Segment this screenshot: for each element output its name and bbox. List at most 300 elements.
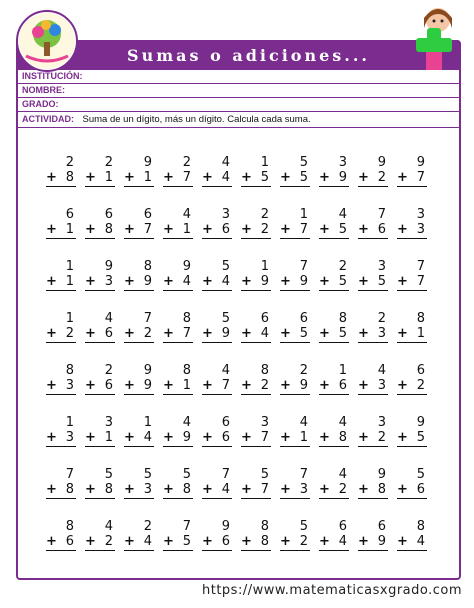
addition-problem	[163, 155, 193, 207]
addend-bottom	[319, 222, 349, 239]
addend-top: 2	[104, 363, 113, 378]
addition-problem	[124, 467, 154, 519]
plus-sign: +	[358, 482, 369, 497]
addition-problem	[280, 259, 310, 311]
addition-problem	[85, 259, 115, 311]
addend-bottom-value: 5	[338, 274, 347, 289]
addend-bottom-value: 9	[182, 430, 191, 445]
activity-row	[18, 112, 459, 128]
plus-sign: +	[124, 274, 135, 289]
addend-bottom-value: 8	[182, 482, 191, 497]
addend-bottom-value: 1	[65, 222, 74, 237]
addend-bottom-value: 1	[182, 378, 191, 393]
plus-sign: +	[397, 430, 408, 445]
plus-sign: +	[241, 534, 252, 549]
addend-bottom-value: 1	[104, 430, 113, 445]
addend-bottom	[163, 378, 193, 395]
addend-bottom-value: 4	[182, 274, 191, 289]
addend-bottom-value: 8	[65, 170, 74, 185]
addition-problem	[163, 311, 193, 363]
addend-bottom	[85, 274, 115, 291]
plus-sign: +	[124, 326, 135, 341]
addition-problem	[358, 415, 388, 467]
addend-bottom-value: 3	[143, 482, 152, 497]
addition-problem	[241, 155, 271, 207]
plus-sign: +	[358, 430, 369, 445]
addend-top: 5	[416, 467, 425, 482]
addend-top: 9	[104, 259, 113, 274]
addend-bottom	[358, 534, 388, 551]
page-title: Sumas o adiciones...	[127, 45, 370, 65]
plus-sign: +	[46, 378, 57, 393]
addition-problem	[241, 363, 271, 415]
addend-bottom	[397, 534, 427, 551]
addend-bottom	[358, 170, 388, 187]
addition-problem	[319, 519, 349, 571]
plus-sign: +	[46, 274, 57, 289]
addition-problem	[46, 259, 76, 311]
addend-bottom	[202, 534, 232, 551]
addend-top: 5	[260, 467, 269, 482]
addend-top: 9	[416, 415, 425, 430]
addend-bottom-value: 6	[377, 222, 386, 237]
addition-problem	[241, 519, 271, 571]
addend-bottom-value: 2	[65, 326, 74, 341]
addend-bottom	[280, 534, 310, 551]
addend-top: 8	[338, 311, 347, 326]
plus-sign: +	[163, 378, 174, 393]
addend-bottom	[202, 326, 232, 343]
addend-bottom	[241, 326, 271, 343]
addition-problem	[202, 259, 232, 311]
addend-top: 7	[65, 467, 74, 482]
addend-top: 4	[338, 467, 347, 482]
plus-sign: +	[319, 222, 330, 237]
addend-top: 3	[338, 155, 347, 170]
addend-top: 8	[416, 311, 425, 326]
addend-bottom-value: 3	[377, 378, 386, 393]
addend-bottom	[46, 482, 76, 499]
addend-top: 4	[377, 363, 386, 378]
addend-top: 6	[338, 519, 347, 534]
addend-bottom-value: 8	[104, 482, 113, 497]
addition-problem	[46, 467, 76, 519]
addend-bottom	[280, 274, 310, 291]
addend-top: 4	[104, 311, 113, 326]
addend-bottom	[280, 378, 310, 395]
addition-problem	[163, 363, 193, 415]
addition-problem	[397, 311, 427, 363]
addition-problem	[358, 519, 388, 571]
addend-bottom	[319, 274, 349, 291]
plus-sign: +	[241, 482, 252, 497]
plus-sign: +	[358, 378, 369, 393]
addition-problem	[241, 311, 271, 363]
plus-sign: +	[241, 170, 252, 185]
plus-sign: +	[319, 170, 330, 185]
plus-sign: +	[397, 534, 408, 549]
addend-top: 5	[104, 467, 113, 482]
addend-bottom	[124, 482, 154, 499]
addend-top: 4	[299, 415, 308, 430]
addend-bottom-value: 4	[221, 170, 230, 185]
student-info	[18, 70, 459, 128]
addend-bottom-value: 2	[143, 326, 152, 341]
plus-sign: +	[46, 430, 57, 445]
mascot	[404, 4, 464, 76]
addition-problem	[319, 467, 349, 519]
addend-bottom-value: 4	[338, 534, 347, 549]
addition-problem	[124, 155, 154, 207]
addend-bottom-value: 3	[65, 430, 74, 445]
addend-bottom-value: 1	[182, 222, 191, 237]
addition-problem	[46, 415, 76, 467]
addition-problem	[397, 467, 427, 519]
addition-problem	[46, 311, 76, 363]
addend-top: 7	[299, 259, 308, 274]
addition-problem	[202, 467, 232, 519]
addition-problem	[358, 155, 388, 207]
addend-bottom	[358, 222, 388, 239]
addend-bottom	[358, 378, 388, 395]
addition-problem	[319, 311, 349, 363]
addition-problem	[46, 363, 76, 415]
plus-sign: +	[163, 430, 174, 445]
plus-sign: +	[358, 326, 369, 341]
plus-sign: +	[280, 482, 291, 497]
name-label: NOMBRE:	[22, 85, 65, 95]
addend-top: 3	[416, 207, 425, 222]
addend-bottom	[397, 482, 427, 499]
addend-bottom	[163, 274, 193, 291]
addend-bottom-value: 2	[260, 378, 269, 393]
addend-bottom-value: 5	[182, 534, 191, 549]
plus-sign: +	[319, 378, 330, 393]
addition-problem	[358, 259, 388, 311]
addend-top: 3	[377, 415, 386, 430]
addend-top: 7	[182, 519, 191, 534]
addend-bottom	[397, 378, 427, 395]
addend-top: 6	[104, 207, 113, 222]
addition-problem	[46, 207, 76, 259]
addend-bottom-value: 4	[221, 482, 230, 497]
addend-top: 1	[260, 259, 269, 274]
addend-top: 1	[299, 207, 308, 222]
plus-sign: +	[85, 274, 96, 289]
addend-top: 7	[377, 207, 386, 222]
addition-problem	[397, 259, 427, 311]
addend-top: 5	[299, 155, 308, 170]
plus-sign: +	[280, 326, 291, 341]
addition-problem	[124, 207, 154, 259]
addend-top: 1	[65, 415, 74, 430]
addend-bottom	[319, 482, 349, 499]
addend-bottom-value: 3	[104, 274, 113, 289]
grade-label: GRADO:	[22, 99, 59, 109]
plus-sign: +	[241, 378, 252, 393]
addend-bottom	[46, 170, 76, 187]
addend-bottom-value: 4	[416, 534, 425, 549]
addition-problem	[163, 467, 193, 519]
addend-bottom-value: 8	[338, 430, 347, 445]
addend-bottom-value: 9	[299, 274, 308, 289]
addition-problem	[85, 363, 115, 415]
addition-problem	[280, 415, 310, 467]
addend-bottom-value: 9	[143, 378, 152, 393]
plus-sign: +	[319, 430, 330, 445]
plus-sign: +	[163, 222, 174, 237]
addend-bottom	[163, 482, 193, 499]
addend-top: 5	[299, 519, 308, 534]
addend-bottom-value: 3	[416, 222, 425, 237]
addend-bottom-value: 7	[260, 482, 269, 497]
plus-sign: +	[124, 430, 135, 445]
addend-top: 8	[260, 363, 269, 378]
addend-bottom-value: 2	[338, 482, 347, 497]
addend-bottom	[163, 534, 193, 551]
addend-bottom-value: 5	[299, 326, 308, 341]
addition-problem	[202, 363, 232, 415]
addend-bottom	[124, 534, 154, 551]
addend-bottom-value: 7	[143, 222, 152, 237]
addend-bottom	[319, 378, 349, 395]
plus-sign: +	[124, 534, 135, 549]
addend-top: 4	[338, 207, 347, 222]
addition-problem	[202, 415, 232, 467]
addition-problem	[280, 467, 310, 519]
addend-bottom	[124, 170, 154, 187]
addend-bottom-value: 5	[299, 170, 308, 185]
addend-top: 8	[65, 519, 74, 534]
addend-top: 9	[377, 155, 386, 170]
addend-top: 3	[104, 415, 113, 430]
addend-top: 4	[182, 415, 191, 430]
plus-sign: +	[202, 482, 213, 497]
plus-sign: +	[124, 378, 135, 393]
addend-bottom-value: 2	[377, 430, 386, 445]
addend-bottom-value: 8	[377, 482, 386, 497]
website-url[interactable]: https://www.matematicasxgrado.com	[201, 583, 462, 598]
plus-sign: +	[46, 326, 57, 341]
addend-bottom	[241, 170, 271, 187]
addend-bottom	[241, 222, 271, 239]
plus-sign: +	[85, 534, 96, 549]
addend-bottom-value: 6	[65, 534, 74, 549]
addend-bottom-value: 6	[221, 430, 230, 445]
addition-problem	[202, 155, 232, 207]
addition-problem	[280, 311, 310, 363]
addend-bottom-value: 6	[221, 534, 230, 549]
addend-bottom	[163, 170, 193, 187]
institution-field[interactable]	[18, 70, 459, 84]
addend-top: 4	[221, 155, 230, 170]
addition-problem	[241, 207, 271, 259]
logo	[16, 10, 78, 72]
plus-sign: +	[163, 326, 174, 341]
addition-problem	[124, 519, 154, 571]
addend-bottom-value: 1	[416, 326, 425, 341]
addend-bottom-value: 4	[221, 274, 230, 289]
addend-bottom	[46, 378, 76, 395]
addend-bottom	[124, 378, 154, 395]
addend-bottom	[319, 326, 349, 343]
addition-problem	[124, 415, 154, 467]
addend-bottom-value: 3	[65, 378, 74, 393]
plus-sign: +	[319, 274, 330, 289]
grade-field[interactable]	[18, 98, 459, 112]
plus-sign: +	[358, 274, 369, 289]
addend-top: 6	[143, 207, 152, 222]
addend-top: 7	[416, 259, 425, 274]
addend-bottom-value: 2	[416, 378, 425, 393]
addend-bottom	[280, 326, 310, 343]
addend-bottom	[358, 482, 388, 499]
plus-sign: +	[397, 222, 408, 237]
addend-top: 1	[143, 415, 152, 430]
addend-bottom-value: 9	[143, 274, 152, 289]
addend-bottom	[397, 326, 427, 343]
plus-sign: +	[241, 326, 252, 341]
addend-bottom	[280, 482, 310, 499]
addend-bottom-value: 5	[416, 430, 425, 445]
addend-bottom-value: 3	[299, 482, 308, 497]
addend-bottom-value: 9	[260, 274, 269, 289]
addend-bottom	[85, 170, 115, 187]
addend-top: 9	[221, 519, 230, 534]
plus-sign: +	[241, 222, 252, 237]
plus-sign: +	[46, 170, 57, 185]
addend-bottom	[163, 430, 193, 447]
addend-bottom-value: 2	[377, 170, 386, 185]
addend-bottom-value: 6	[104, 326, 113, 341]
plus-sign: +	[85, 482, 96, 497]
addend-bottom	[46, 534, 76, 551]
addend-bottom-value: 7	[299, 222, 308, 237]
plus-sign: +	[46, 482, 57, 497]
addend-bottom	[202, 170, 232, 187]
addend-bottom-value: 7	[416, 170, 425, 185]
addition-problem	[319, 207, 349, 259]
name-field[interactable]	[18, 84, 459, 98]
addition-problem	[46, 155, 76, 207]
plus-sign: +	[319, 534, 330, 549]
addend-bottom	[241, 378, 271, 395]
plus-sign: +	[46, 534, 57, 549]
addend-top: 8	[416, 519, 425, 534]
addend-bottom	[46, 326, 76, 343]
addition-problem	[163, 519, 193, 571]
addend-top: 9	[416, 155, 425, 170]
addition-problem	[85, 519, 115, 571]
addend-top: 7	[143, 311, 152, 326]
plus-sign: +	[163, 534, 174, 549]
addend-bottom	[85, 326, 115, 343]
addition-problem	[319, 363, 349, 415]
plus-sign: +	[319, 326, 330, 341]
addition-problem	[202, 207, 232, 259]
addition-problem	[241, 415, 271, 467]
title-bar	[16, 40, 461, 70]
addition-problem	[163, 415, 193, 467]
plus-sign: +	[124, 482, 135, 497]
addition-problem	[46, 519, 76, 571]
addend-top: 8	[260, 519, 269, 534]
addend-bottom	[124, 326, 154, 343]
addition-problem	[85, 415, 115, 467]
plus-sign: +	[280, 274, 291, 289]
plus-sign: +	[397, 274, 408, 289]
addend-bottom	[202, 482, 232, 499]
addend-top: 6	[65, 207, 74, 222]
addend-top: 8	[143, 259, 152, 274]
addend-top: 6	[260, 311, 269, 326]
plus-sign: +	[241, 274, 252, 289]
addend-top: 3	[221, 207, 230, 222]
addend-top: 8	[182, 363, 191, 378]
addend-bottom-value: 2	[299, 534, 308, 549]
plus-sign: +	[280, 534, 291, 549]
plus-sign: +	[85, 326, 96, 341]
addend-bottom	[85, 430, 115, 447]
addend-bottom	[202, 222, 232, 239]
plus-sign: +	[202, 378, 213, 393]
addend-top: 6	[416, 363, 425, 378]
addend-bottom-value: 4	[260, 326, 269, 341]
plus-sign: +	[163, 274, 174, 289]
plus-sign: +	[202, 326, 213, 341]
plus-sign: +	[202, 170, 213, 185]
addend-bottom	[319, 430, 349, 447]
addend-bottom-value: 7	[260, 430, 269, 445]
plus-sign: +	[202, 534, 213, 549]
addend-top: 2	[260, 207, 269, 222]
addend-top: 2	[143, 519, 152, 534]
addend-top: 1	[65, 259, 74, 274]
addend-top: 2	[104, 155, 113, 170]
plus-sign: +	[241, 430, 252, 445]
girl-plus-icon	[404, 4, 464, 76]
addition-problem	[397, 363, 427, 415]
addition-problem	[397, 155, 427, 207]
plus-sign: +	[397, 170, 408, 185]
addend-bottom	[46, 222, 76, 239]
addend-top: 4	[104, 519, 113, 534]
addend-bottom	[124, 430, 154, 447]
addend-bottom-value: 9	[299, 378, 308, 393]
plus-sign: +	[280, 170, 291, 185]
addend-bottom-value: 5	[260, 170, 269, 185]
addend-bottom	[85, 222, 115, 239]
addend-top: 2	[299, 363, 308, 378]
addend-top: 6	[377, 519, 386, 534]
addition-problem	[85, 311, 115, 363]
addition-problem	[358, 467, 388, 519]
addend-bottom	[358, 430, 388, 447]
addend-top: 5	[221, 311, 230, 326]
addend-bottom	[280, 170, 310, 187]
plus-sign: +	[163, 482, 174, 497]
addend-top: 2	[65, 155, 74, 170]
addend-bottom	[397, 430, 427, 447]
addend-bottom-value: 1	[143, 170, 152, 185]
addend-top: 8	[65, 363, 74, 378]
addition-problem	[163, 259, 193, 311]
addend-bottom-value: 7	[221, 378, 230, 393]
addend-bottom	[46, 430, 76, 447]
plus-sign: +	[46, 222, 57, 237]
addend-bottom	[241, 534, 271, 551]
addend-bottom-value: 8	[104, 222, 113, 237]
